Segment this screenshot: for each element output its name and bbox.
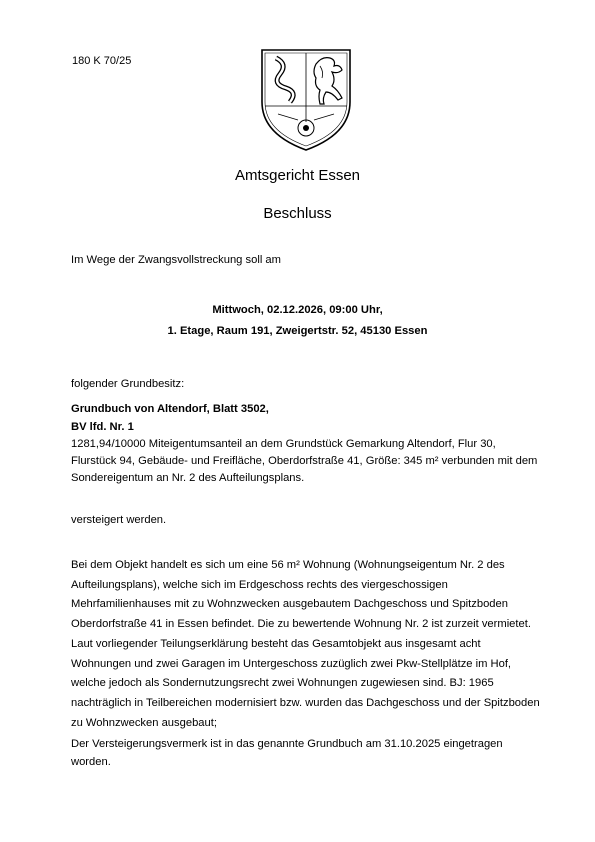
document-type: Beschluss [263,205,332,222]
intro-text: Im Wege der Zwangsvollstreckung soll am [71,254,281,266]
nrw-coat-of-arms-icon [258,42,354,154]
land-register-heading [71,401,541,436]
land-register-item: BV lfd. Nr. 1 [71,420,134,433]
appointment-block [0,300,595,342]
appointment-date-time: Mittwoch, 02.12.2026, 09:00 Uhr, [212,304,383,316]
register-note: Der Versteigerungsvermerk ist in das genannte Grundbuch am 31.10.2025 eingetragen worden. [71,738,503,768]
appointment-location: 1. Etage, Raum 191, Zweigertstr. 52, 45130 Essen [167,325,428,337]
subject-label: folgender Grundbesitz: [71,378,185,390]
land-register-title: Grundbuch von Altendorf, Blatt 3502, [71,403,269,415]
court-name: Amtsgericht Essen [234,167,361,184]
land-register-description: 1281,94/10000 Miteigentumsanteil an dem Grundstück Gemarkung Altendorf, Flur 30, Flurstück 94, Gebäude- und Freifläche, Oberdorfstraße 41, Größe: 345 m² verbunden mit dem Sondereigentum an Nr. 2 des Aufteilungsplans. [71,438,538,485]
case-number: 180 K 70/25 [72,55,132,67]
object-description: Bei dem Objekt handelt es sich um eine 56 m² Wohnung (Wohnungseigentum Nr. 2 des Aufteilungsplans), welche sich im Erdgeschoss rechts des viergeschossigen Mehrfamilienhauses mit zu Wohnzwecken ausgebautem Dachgeschoss und Spitzboden Oberdorfstraße 41 in Essen befindet. Die zu bewertende Wohnung Nr. 2 ist zurzeit vermietet. Laut vorliegender Teilungserklärung besteht das Gesamtobjekt aus insgesamt acht Wohnungen und zwei Garagen im Untergeschoss zuzüglich zwei Pkw-Stellplätze im Hof, welche jedoch als Sondernutzungsrecht zwei Wohnungen zugewiesen sind. BJ: 1965 nachträglich in Teilbereichen modernisiert bzw. wurden das Dachgeschoss und der Spitzboden zu Wohnzwecken ausgebaut; [71,559,540,729]
auction-text: versteigert werden. [71,514,167,526]
